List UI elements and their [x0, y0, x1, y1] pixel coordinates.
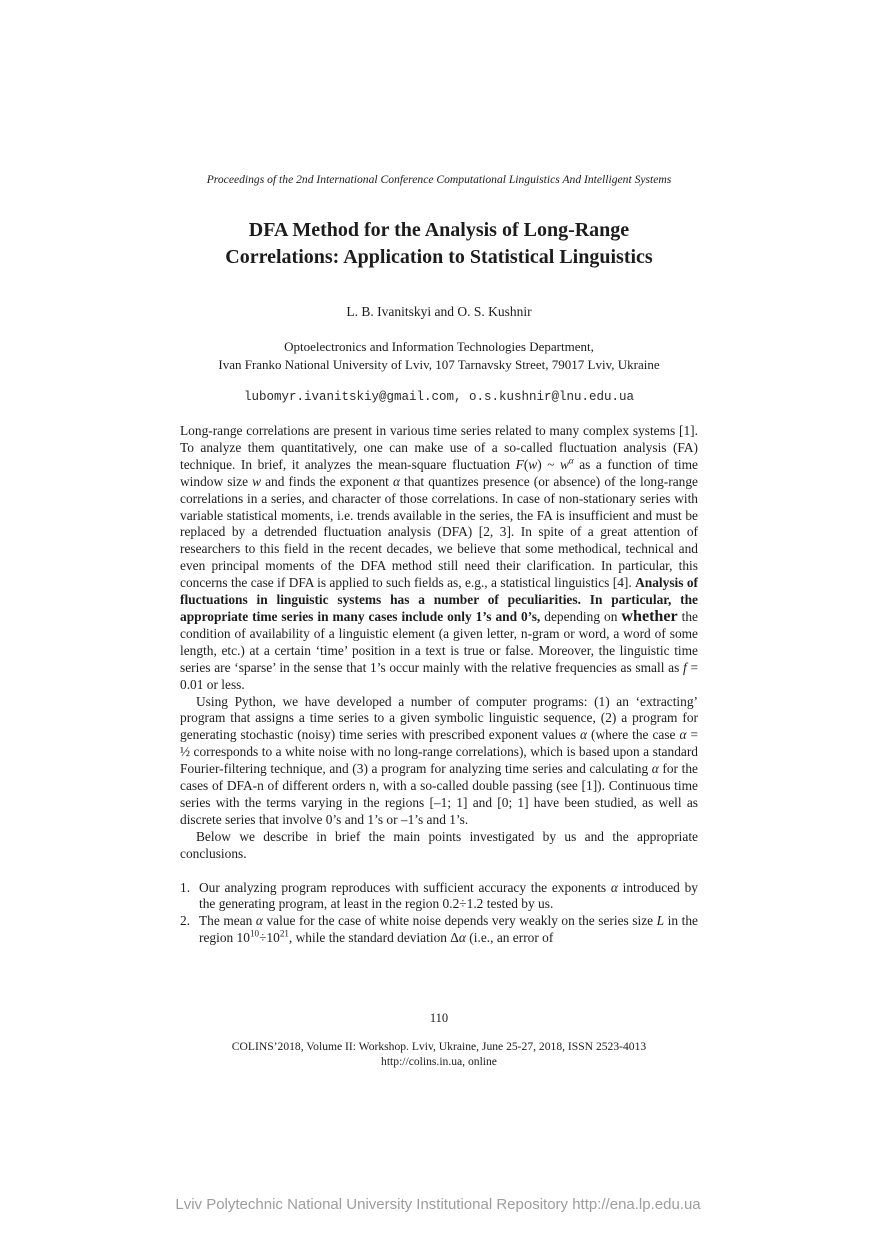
paper-body	[180, 423, 698, 947]
list-item-2-number: 2.	[180, 913, 191, 929]
body-paragraph-2: Using Python, we have developed a number of computer programs: (1) an ‘extracting’ program that assigns a time series to a given symbolic linguistic sequence, (2) a program for generating stochastic (noisy) time series with prescribed exponent values α (where the case α = ½ corresponds to a white noise with no long-range correlations), which is based upon a standard Fourier-filtering technique, and (3) a program for analyzing time series and calculating α for the cases of DFA-n of different orders n, with a so-called double passing (see [1]). Continuous time series with the terms varying in the regions [–1; 1] and [0; 1] have been studied, as well as discrete series that involve 0’s and 1’s or –1’s and 1’s.	[180, 693, 698, 827]
body-paragraph-3: Below we describe in brief the main points investigated by us and the appropriate conclusions.	[180, 828, 698, 861]
paper-title-line-1: DFA Method for the Analysis of Long-Range	[248, 219, 630, 241]
list-item-1-number: 1.	[180, 879, 191, 895]
list-item-2-text: The mean α value for the case of white noise depends very weakly on the series size L in the region $10^{10}\div 10^{21}$, while the standard deviation Δα (i.e., an error of	[199, 913, 698, 946]
affiliation-line-2: Ivan Franko National University of Lviv, 107 Tarnavsky Street, 79017 Lviv, Ukraine	[218, 356, 660, 372]
affiliation-block	[140, 338, 738, 373]
list-item-1-text: Our analyzing program reproduces with sufficient accuracy the exponents α introduced by the generating program, at least in the region 0.2÷1.2 tested by us.	[199, 879, 698, 912]
list-item-1	[180, 880, 698, 914]
body-paragraph-1: Long-range correlations are present in various time series related to many complex systems [1]. To analyze them quantitatively, one can make use of a so-called fluctuation analysis (FA) technique. In brief, it analyzes the mean-square fluctuation F(w) ~ $w^\alpha$ as a function of time window size w and finds the exponent α that quantizes presence (or absence) of the long-range correlations in a series, and character of those correlations. In case of non-stationary series with variable statistical moments, i.e. trends available in the series, the FA is insufficient and must be replaced by a detrended fluctuation analysis (DFA) [2, 3]. In spite of a great attention of researchers to this field in the recent decades, we believe that some methodical, technical and even principal moments of the DFA method still need their clarification. In particular, this concerns the case if DFA is applied to such fields as, e.g., a statistical linguistics [4]. Analysis of fluctuations in linguistic systems has a number of peculiarities. In particular, the appropriate time series in many cases include only 1’s and 0’s, depending on whether the condition of availability of a linguistic element (a given letter, n-gram or word, a word of some length, etc.) at a certain ‘time’ position in a text is true or false. Moreover, the linguistic time series are ‘sparse’ in the sense that 1’s occur mainly with the relative frequencies as small as f = 0.01 or less.	[180, 423, 699, 692]
footer-url-line: http://colins.in.ua, online	[381, 1054, 497, 1068]
list-item-2	[180, 913, 698, 947]
footer-block	[120, 1040, 758, 1069]
paper-title	[140, 217, 738, 271]
footer-conference-line: COLINS’2018, Volume II: Workshop. Lviv, Ukraine, June 25-27, 2018, ISSN 2523-4013	[231, 1040, 647, 1053]
author-emails: lubomyr.ivanitskiy@gmail.com, o.s.kushnir@lnu.edu.ua	[243, 390, 635, 404]
authors-line: L. B. Ivanitskyi and O. S. Kushnir	[346, 304, 532, 319]
affiliation-line-1: Optoelectronics and Information Technologies Department,	[284, 339, 594, 354]
repository-watermark: Lviv Polytechnic National University Institutional Repository http://ena.lp.edu.ua	[175, 1196, 701, 1213]
paper-title-line-2: Correlations: Application to Statistical Linguistics	[225, 246, 653, 268]
proceedings-header: Proceedings of the 2nd International Conference Computational Linguistics And Intelligent Systems	[206, 173, 672, 186]
conclusions-list	[180, 880, 698, 948]
page-number: 110	[429, 1011, 449, 1025]
